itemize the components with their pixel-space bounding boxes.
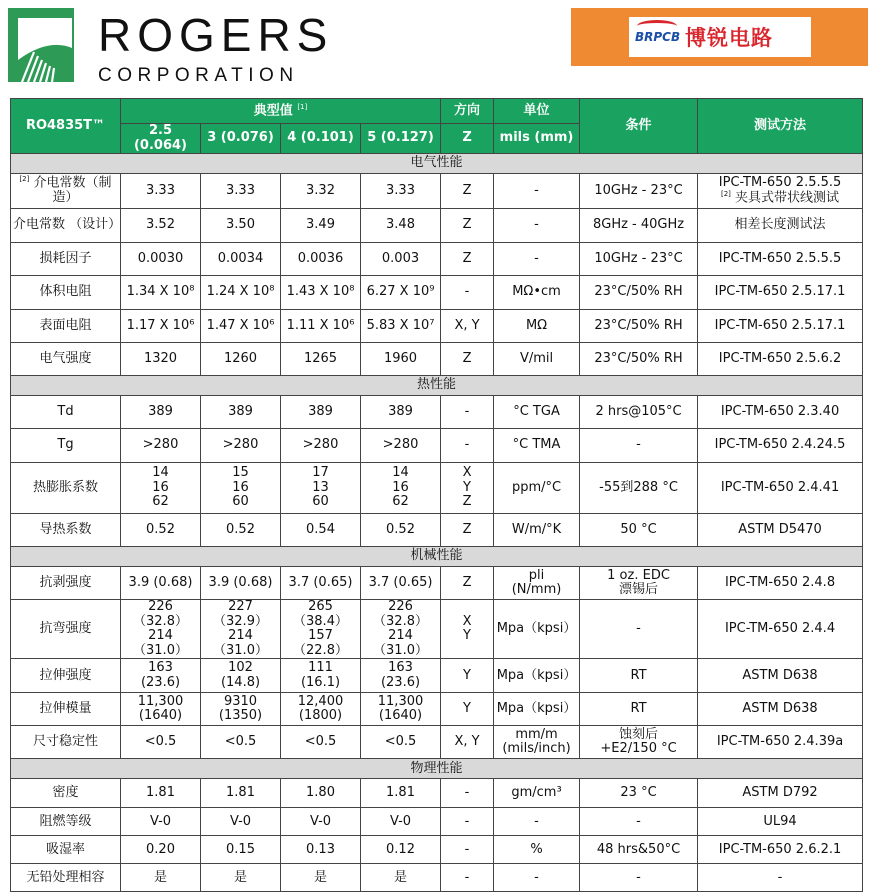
property-label: 吸湿率 xyxy=(45,841,85,857)
value-cell: <0.5 xyxy=(201,726,281,759)
unit-cell: mm/m (mils/inch) xyxy=(494,726,580,759)
spec-table xyxy=(10,98,863,892)
property-label: Tg xyxy=(57,437,74,453)
spec-body xyxy=(11,154,863,892)
value-cell: V-0 xyxy=(201,808,281,836)
direction-cell: - xyxy=(441,396,494,429)
method-cell xyxy=(698,836,863,864)
property-name xyxy=(11,808,121,836)
condition-cell: 蚀刻后 +E2/150 °C xyxy=(580,726,698,759)
value-cell: <0.5 xyxy=(121,726,201,759)
method-cell xyxy=(698,243,863,276)
value-cell: 是 xyxy=(361,864,441,892)
method-cell xyxy=(698,600,863,659)
condition-cell: 23°C/50% RH xyxy=(580,343,698,376)
method-cell xyxy=(698,726,863,759)
method-text: ASTM D638 xyxy=(742,667,818,683)
unit-cell: pli (N/mm) xyxy=(494,567,580,600)
table-row xyxy=(11,276,863,310)
section-header xyxy=(11,547,863,567)
property-name xyxy=(11,864,121,892)
brand-subtitle: CORPORATION xyxy=(98,65,299,86)
method-cell xyxy=(698,514,863,547)
direction-cell: X, Y xyxy=(441,726,494,759)
value-cell: 9310 (1350) xyxy=(201,693,281,726)
badge-text: 博锐电路 xyxy=(685,25,773,50)
value-cell: 1.24 X 10⁸ xyxy=(201,276,281,310)
property-label: 抗弯强度 xyxy=(39,620,92,636)
table-row xyxy=(11,243,863,276)
method-cell xyxy=(698,276,863,310)
unit-cell: - xyxy=(494,808,580,836)
rogers-logo-icon xyxy=(8,8,78,86)
unit-cell: gm/cm³ xyxy=(494,779,580,808)
value-cell: 0.20 xyxy=(121,836,201,864)
table-row xyxy=(11,310,863,343)
condition-cell: 2 hrs@105°C xyxy=(580,396,698,429)
unit-cell: °C TMA xyxy=(494,429,580,463)
condition-cell: 1 oz. EDC 漂锡后 xyxy=(580,567,698,600)
method-cell xyxy=(698,396,863,429)
table-row xyxy=(11,726,863,759)
direction-cell: X, Y xyxy=(441,310,494,343)
value-cell: 389 xyxy=(121,396,201,429)
property-name xyxy=(11,463,121,514)
value-cell: 是 xyxy=(121,864,201,892)
header-unit-sub: mils (mm) xyxy=(494,124,580,154)
property-label: 热膨胀系数 xyxy=(32,479,98,495)
value-cell: 0.0030 xyxy=(121,243,201,276)
value-cell: 1.11 X 10⁶ xyxy=(281,310,361,343)
value-cell: 11,300 (1640) xyxy=(361,693,441,726)
table-row xyxy=(11,174,863,209)
value-cell: 1.80 xyxy=(281,779,361,808)
method-text: ASTM D792 xyxy=(742,785,818,800)
method-text: IPC-TM-650 2.4.39a xyxy=(716,734,844,749)
direction-cell: - xyxy=(441,808,494,836)
header-product: RO4835T™ xyxy=(11,99,121,154)
property-label: 拉伸强度 xyxy=(39,667,92,683)
method-text: IPC-TM-650 2.5.5.5 xyxy=(718,175,842,191)
method-cell xyxy=(698,429,863,463)
method-text: IPC-TM-650 2.5.6.2 xyxy=(718,350,842,366)
value-cell: 389 xyxy=(361,396,441,429)
value-cell: 3.7 (0.65) xyxy=(361,567,441,600)
value-cell: 0.52 xyxy=(201,514,281,547)
unit-cell: - xyxy=(494,243,580,276)
property-name xyxy=(11,514,121,547)
unit-cell: % xyxy=(494,836,580,864)
property-name xyxy=(11,600,121,659)
table-row xyxy=(11,463,863,514)
badge-logo-text: BRPCB xyxy=(635,30,681,44)
property-name xyxy=(11,396,121,429)
value-cell: 163 (23.6) xyxy=(361,659,441,693)
value-cell: 265 （38.4） 157 （22.8） xyxy=(281,600,361,659)
direction-cell: Z xyxy=(441,174,494,209)
logo-arc-icon xyxy=(637,20,677,32)
value-cell: 是 xyxy=(201,864,281,892)
direction-cell: Z xyxy=(441,343,494,376)
value-cell: 14 16 62 xyxy=(121,463,201,514)
table-row xyxy=(11,779,863,808)
condition-cell: -55到288 °C xyxy=(580,463,698,514)
method-text: IPC-TM-650 2.6.2.1 xyxy=(718,841,842,857)
method-text: ASTM D5470 xyxy=(738,521,822,537)
table-row xyxy=(11,567,863,600)
unit-cell: °C TGA xyxy=(494,396,580,429)
property-name xyxy=(11,693,121,726)
table-row xyxy=(11,396,863,429)
value-cell: 3.33 xyxy=(361,174,441,209)
value-cell: 1.17 X 10⁶ xyxy=(121,310,201,343)
condition-cell: - xyxy=(580,429,698,463)
section-header xyxy=(11,154,863,174)
table-row xyxy=(11,343,863,376)
condition-cell: 23°C/50% RH xyxy=(580,276,698,310)
property-name xyxy=(11,209,121,243)
method-cell xyxy=(698,659,863,693)
property-label: 尺寸稳定性 xyxy=(32,734,98,749)
value-cell: V-0 xyxy=(281,808,361,836)
value-cell: 3.49 xyxy=(281,209,361,243)
direction-cell: - xyxy=(441,864,494,892)
section-header xyxy=(11,759,863,779)
header-typical-label: 典型值 xyxy=(253,102,293,118)
method-cell xyxy=(698,808,863,836)
property-label: 体积电阻 xyxy=(39,284,92,300)
method-text: 相差长度测试法 xyxy=(734,217,826,233)
unit-cell: MΩ xyxy=(494,310,580,343)
property-name xyxy=(11,429,121,463)
method-text: IPC-TM-650 2.5.17.1 xyxy=(714,317,846,333)
table-row xyxy=(11,600,863,659)
value-cell: 11,300 (1640) xyxy=(121,693,201,726)
property-label: 表面电阻 xyxy=(39,317,92,333)
badge-inner xyxy=(629,17,811,57)
method-cell xyxy=(698,864,863,892)
value-cell: 1.47 X 10⁶ xyxy=(201,310,281,343)
property-label: 介电常数 （设计） xyxy=(13,217,122,233)
value-cell: 227 （32.9） 214 （31.0） xyxy=(201,600,281,659)
condition-cell: 50 °C xyxy=(580,514,698,547)
header-typical-note: [1] xyxy=(297,102,308,111)
property-name xyxy=(11,343,121,376)
value-cell: 163 (23.6) xyxy=(121,659,201,693)
value-cell: >280 xyxy=(281,429,361,463)
value-cell: 1.81 xyxy=(361,779,441,808)
value-cell: 226 （32.8） 214 （31.0） xyxy=(121,600,201,659)
page-header xyxy=(0,0,873,98)
header-direction: 方向 xyxy=(441,99,494,124)
value-cell: 111 (16.1) xyxy=(281,659,361,693)
method-cell xyxy=(698,310,863,343)
value-cell: 0.52 xyxy=(121,514,201,547)
header-thickness: 5 (0.127) xyxy=(361,124,441,154)
value-cell: 0.0034 xyxy=(201,243,281,276)
direction-cell: Z xyxy=(441,209,494,243)
value-cell: >280 xyxy=(361,429,441,463)
value-cell: 3.32 xyxy=(281,174,361,209)
condition-cell: 23 °C xyxy=(580,779,698,808)
property-label: 阻燃等级 xyxy=(39,813,92,829)
brand-block xyxy=(98,9,334,87)
property-label: 损耗因子 xyxy=(39,250,92,266)
value-cell: 14 16 62 xyxy=(361,463,441,514)
value-cell: 0.0036 xyxy=(281,243,361,276)
value-cell: 0.12 xyxy=(361,836,441,864)
condition-cell: RT xyxy=(580,693,698,726)
direction-cell: - xyxy=(441,429,494,463)
method-text: IPC-TM-650 2.4.4 xyxy=(724,620,836,636)
value-cell: 0.15 xyxy=(201,836,281,864)
method-cell xyxy=(698,693,863,726)
value-cell: 0.54 xyxy=(281,514,361,547)
property-name xyxy=(11,659,121,693)
property-label: Td xyxy=(57,403,74,419)
unit-cell: Mpa（kpsi） xyxy=(494,693,580,726)
method-note: [2] xyxy=(720,189,731,198)
property-label: 电气强度 xyxy=(39,350,92,366)
direction-cell: - xyxy=(441,779,494,808)
header-unit: 单位 xyxy=(494,99,580,124)
value-cell: 1960 xyxy=(361,343,441,376)
header-direction-sub: Z xyxy=(441,124,494,154)
property-label: 无铅处理相容 xyxy=(26,869,105,885)
value-cell: 3.9 (0.68) xyxy=(121,567,201,600)
method-cell xyxy=(698,779,863,808)
property-name xyxy=(11,726,121,759)
value-cell: 1320 xyxy=(121,343,201,376)
section-title: 物理性能 xyxy=(11,759,863,779)
property-name xyxy=(11,310,121,343)
unit-cell: V/mil xyxy=(494,343,580,376)
value-cell: 1.81 xyxy=(121,779,201,808)
property-name xyxy=(11,276,121,310)
condition-cell: - xyxy=(580,600,698,659)
method-text: IPC-TM-650 2.4.8 xyxy=(724,574,836,590)
value-cell: 389 xyxy=(201,396,281,429)
method-secondary xyxy=(700,191,860,206)
value-cell: 102 (14.8) xyxy=(201,659,281,693)
value-cell: 3.52 xyxy=(121,209,201,243)
direction-cell: - xyxy=(441,836,494,864)
header-thickness: 4 (0.101) xyxy=(281,124,361,154)
table-row xyxy=(11,836,863,864)
condition-cell: 10GHz - 23°C xyxy=(580,174,698,209)
section-title: 热性能 xyxy=(11,376,863,396)
section-header xyxy=(11,376,863,396)
method-text: UL94 xyxy=(763,813,797,829)
header-thickness: 3 (0.076) xyxy=(201,124,281,154)
table-row xyxy=(11,429,863,463)
unit-cell: W/m/°K xyxy=(494,514,580,547)
value-cell: 1.34 X 10⁸ xyxy=(121,276,201,310)
value-cell: <0.5 xyxy=(361,726,441,759)
property-name xyxy=(11,174,121,209)
value-cell: V-0 xyxy=(121,808,201,836)
condition-cell: 23°C/50% RH xyxy=(580,310,698,343)
direction-cell: X Y xyxy=(441,600,494,659)
method-text: IPC-TM-650 2.3.40 xyxy=(720,403,840,419)
value-cell: 3.33 xyxy=(121,174,201,209)
method-text: IPC-TM-650 2.4.41 xyxy=(720,479,840,495)
table-row xyxy=(11,209,863,243)
value-cell: 1.43 X 10⁸ xyxy=(281,276,361,310)
value-cell: 3.9 (0.68) xyxy=(201,567,281,600)
condition-cell: 8GHz - 40GHz xyxy=(580,209,698,243)
table-row xyxy=(11,693,863,726)
method-cell xyxy=(698,209,863,243)
method-secondary-text: 夹具式带状线测试 xyxy=(735,190,840,206)
unit-cell: MΩ•cm xyxy=(494,276,580,310)
value-cell: 是 xyxy=(281,864,361,892)
unit-cell: Mpa（kpsi） xyxy=(494,600,580,659)
value-cell: 3.7 (0.65) xyxy=(281,567,361,600)
value-cell: 5.83 X 10⁷ xyxy=(361,310,441,343)
value-cell: 1.81 xyxy=(201,779,281,808)
value-cell: 17 13 60 xyxy=(281,463,361,514)
direction-cell: Z xyxy=(441,567,494,600)
value-cell: >280 xyxy=(121,429,201,463)
table-row xyxy=(11,659,863,693)
unit-cell: - xyxy=(494,209,580,243)
method-cell xyxy=(698,463,863,514)
condition-cell: - xyxy=(580,864,698,892)
condition-cell: - xyxy=(580,808,698,836)
method-text: IPC-TM-650 2.5.17.1 xyxy=(714,284,846,300)
value-cell: 12,400 (1800) xyxy=(281,693,361,726)
header-method: 测试方法 xyxy=(698,99,863,154)
value-cell: 6.27 X 10⁹ xyxy=(361,276,441,310)
value-cell: >280 xyxy=(201,429,281,463)
value-cell: <0.5 xyxy=(281,726,361,759)
direction-cell: Y xyxy=(441,693,494,726)
value-cell: 1265 xyxy=(281,343,361,376)
header-typical xyxy=(121,99,441,124)
header-thickness: 2.5 (0.064) xyxy=(121,124,201,154)
method-cell xyxy=(698,343,863,376)
property-label: 拉伸模量 xyxy=(39,701,92,716)
value-cell: V-0 xyxy=(361,808,441,836)
value-cell: 15 16 60 xyxy=(201,463,281,514)
property-name xyxy=(11,567,121,600)
method-text: IPC-TM-650 2.4.24.5 xyxy=(714,437,846,453)
value-cell: 1260 xyxy=(201,343,281,376)
value-cell: 226 （32.8） 214 （31.0） xyxy=(361,600,441,659)
value-cell: 3.50 xyxy=(201,209,281,243)
brpcb-logo xyxy=(635,30,679,44)
header-condition: 条件 xyxy=(580,99,698,154)
property-label: 密度 xyxy=(52,785,79,800)
table-row xyxy=(11,808,863,836)
method-cell xyxy=(698,567,863,600)
table-row xyxy=(11,514,863,547)
brand-name: ROGERS xyxy=(98,9,334,61)
section-title: 机械性能 xyxy=(11,547,863,567)
property-label: 抗剥强度 xyxy=(39,574,92,590)
value-cell: 0.52 xyxy=(361,514,441,547)
condition-cell: 48 hrs&50°C xyxy=(580,836,698,864)
direction-cell: X Y Z xyxy=(441,463,494,514)
direction-cell: - xyxy=(441,276,494,310)
direction-cell: Y xyxy=(441,659,494,693)
unit-cell: - xyxy=(494,864,580,892)
table-row xyxy=(11,864,863,892)
direction-cell: Z xyxy=(441,514,494,547)
property-label: 介电常数（制造） xyxy=(33,175,112,206)
method-text: ASTM D638 xyxy=(742,701,818,716)
condition-cell: 10GHz - 23°C xyxy=(580,243,698,276)
unit-cell: Mpa（kpsi） xyxy=(494,659,580,693)
value-cell: 0.13 xyxy=(281,836,361,864)
value-cell: 0.003 xyxy=(361,243,441,276)
section-title: 电气性能 xyxy=(11,154,863,174)
unit-cell: ppm/°C xyxy=(494,463,580,514)
method-text: - xyxy=(777,869,783,885)
method-cell xyxy=(698,174,863,209)
property-label: 导热系数 xyxy=(39,521,92,537)
property-name xyxy=(11,243,121,276)
direction-cell: Z xyxy=(441,243,494,276)
property-name xyxy=(11,779,121,808)
brpcb-badge xyxy=(571,8,868,66)
method-text: IPC-TM-650 2.5.5.5 xyxy=(718,250,842,266)
value-cell: 3.33 xyxy=(201,174,281,209)
property-note: [2] xyxy=(19,175,30,184)
property-name xyxy=(11,836,121,864)
value-cell: 389 xyxy=(281,396,361,429)
condition-cell: RT xyxy=(580,659,698,693)
unit-cell: - xyxy=(494,174,580,209)
value-cell: 3.48 xyxy=(361,209,441,243)
